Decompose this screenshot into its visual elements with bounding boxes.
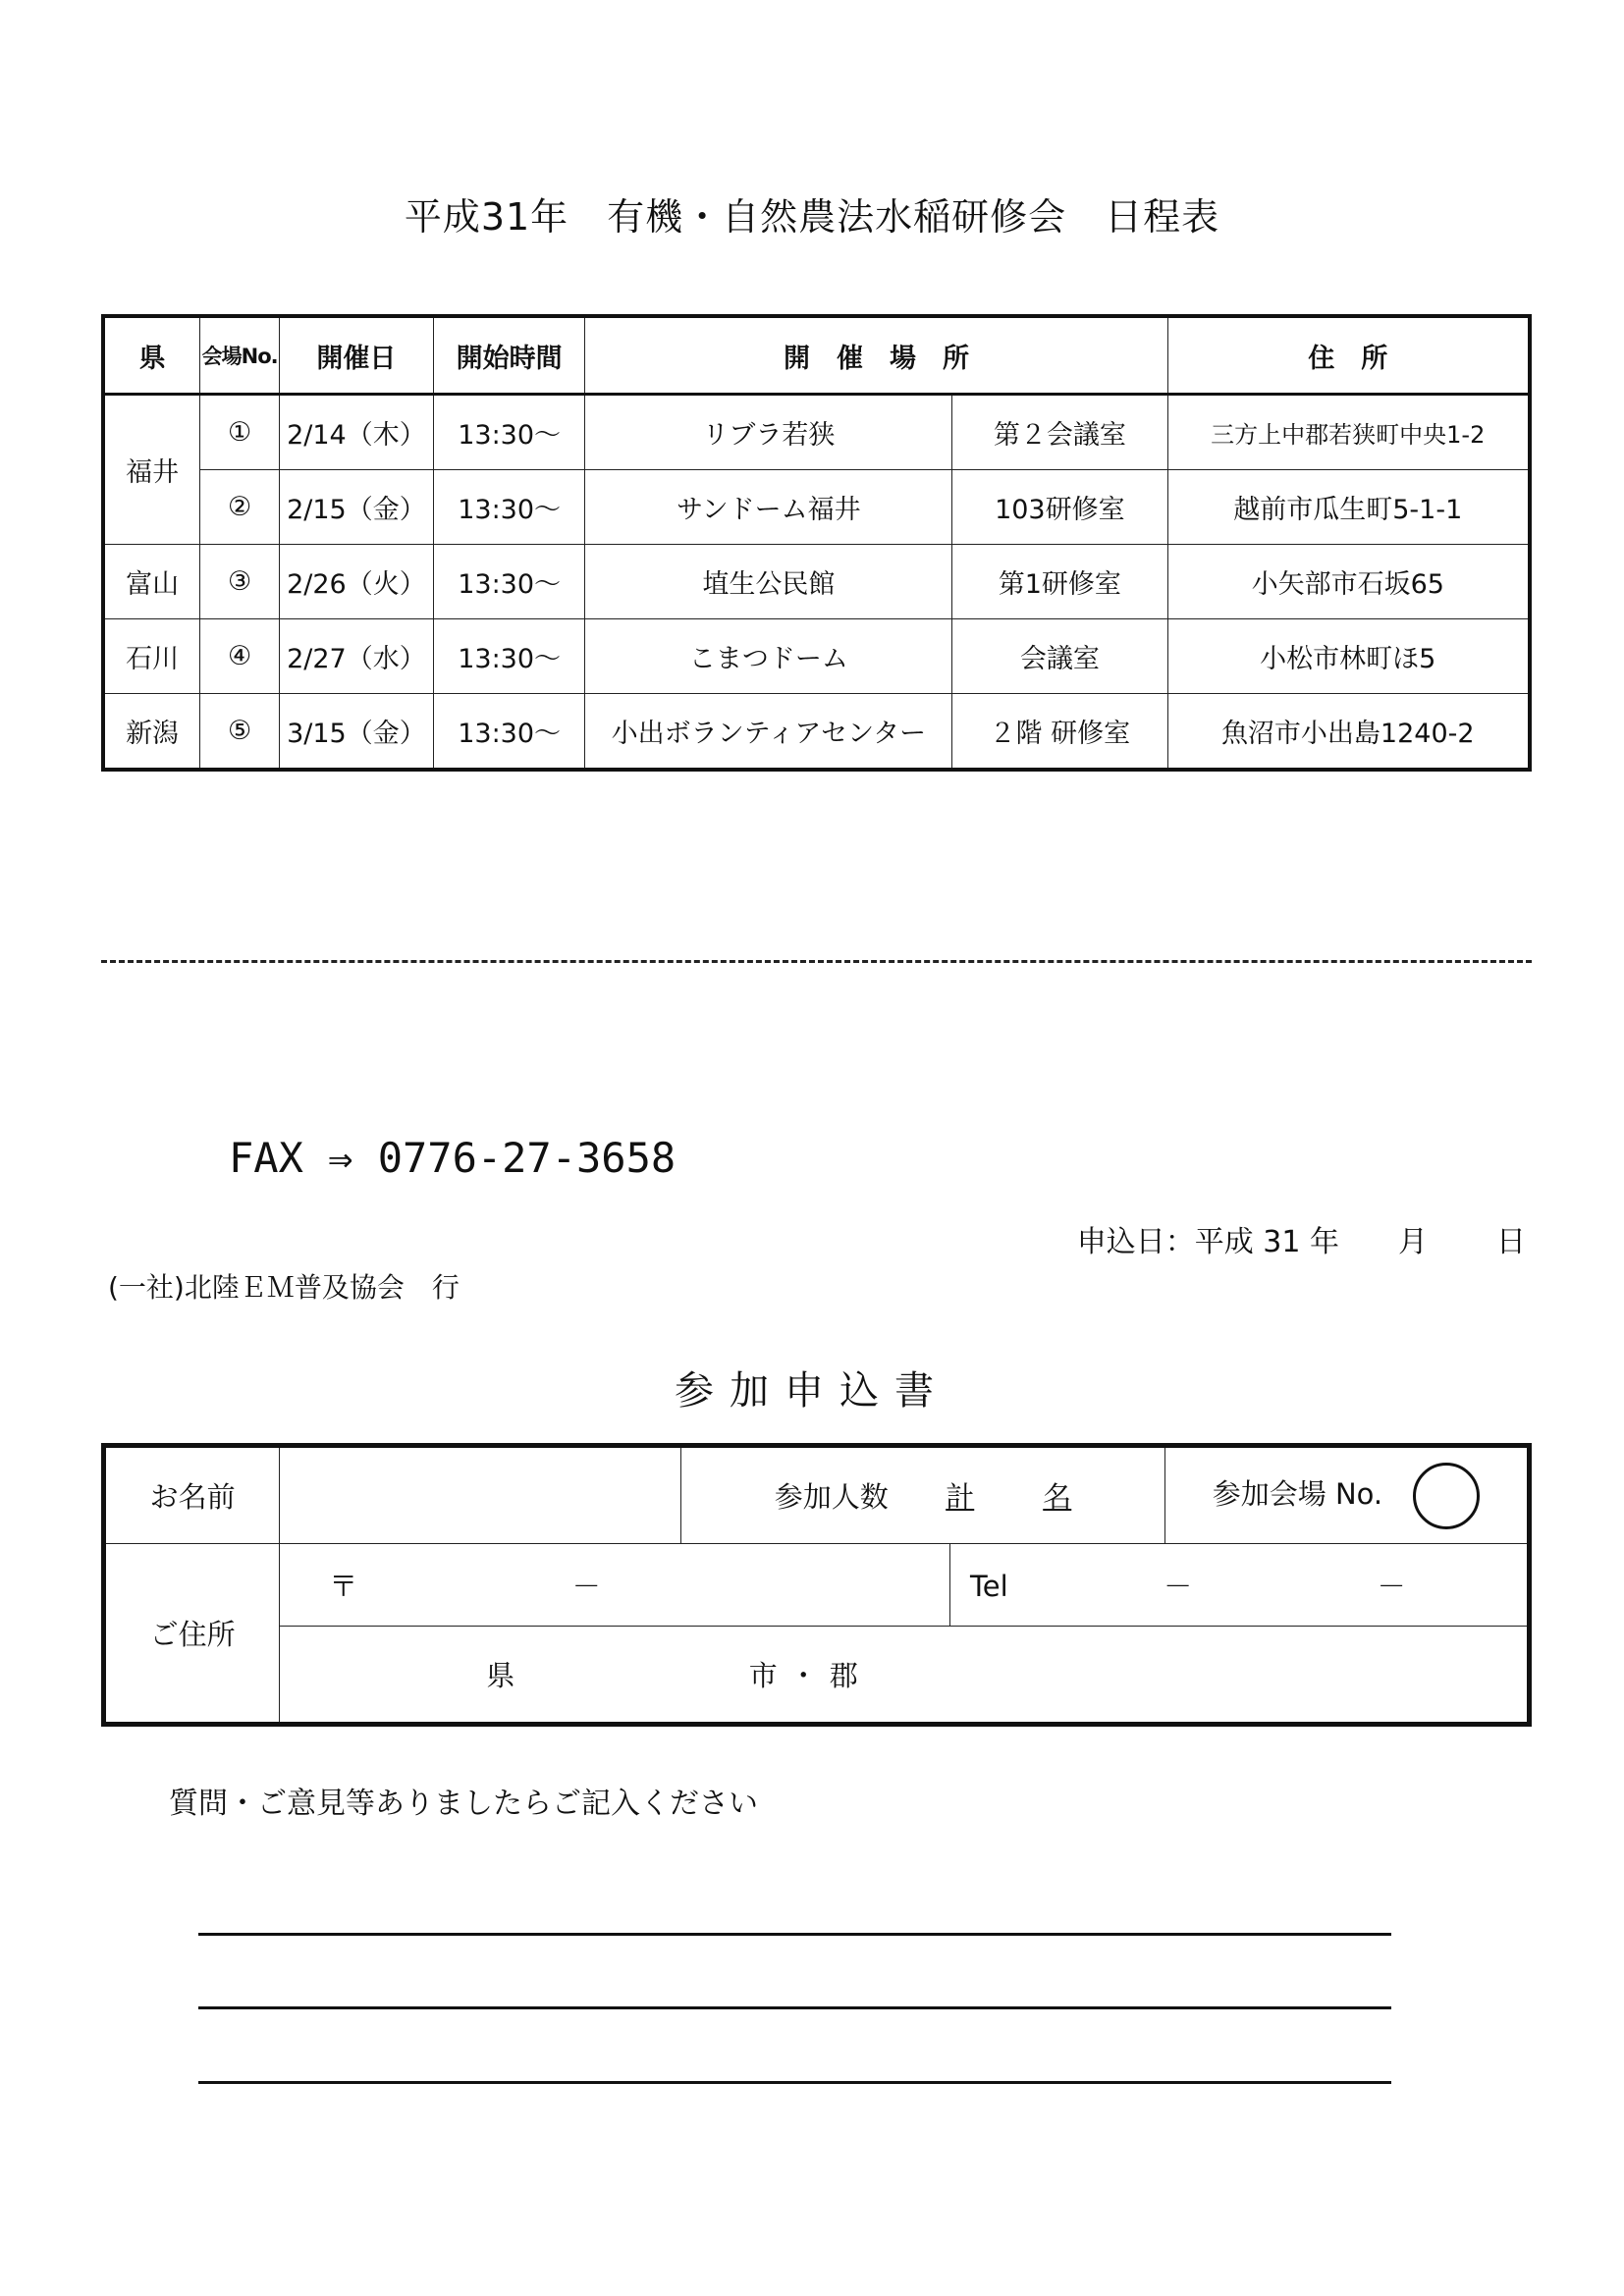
schedule-header-row — [103, 316, 1530, 395]
count-label: 参加人数 — [774, 1480, 889, 1514]
cell-address: 小矢部市石坂65 — [1167, 545, 1530, 619]
tel-label: Tel — [970, 1570, 1008, 1603]
address-label: ご住所 — [104, 1544, 280, 1725]
cut-line — [101, 960, 1532, 963]
name-field[interactable] — [280, 1446, 681, 1544]
recipient-org: (一社)北陸ＥＭ普及協会 行 — [108, 1271, 460, 1304]
cell-time: 13:30～ — [433, 619, 585, 694]
cell-place: サンドーム福井 — [585, 470, 952, 545]
comment-line-3[interactable] — [198, 2081, 1391, 2084]
cell-date: 2/14（木） — [280, 395, 434, 470]
cell-no: ② — [200, 470, 280, 545]
header-address: 住 所 — [1167, 316, 1530, 395]
cell-time: 13:30～ — [433, 395, 585, 470]
header-start: 開始時間 — [433, 316, 585, 395]
comments-note: 質問・ご意見等ありましたらご記入ください — [169, 1787, 758, 1821]
tel-dash-2: － — [1377, 1570, 1406, 1603]
cell-place: リブラ若狭 — [585, 395, 952, 470]
address-field[interactable] — [280, 1627, 1530, 1725]
pref-label: 県 — [486, 1659, 515, 1692]
header-pref: 県 — [103, 316, 200, 395]
participant-count[interactable] — [680, 1446, 1164, 1544]
cell-date: 3/15（金） — [280, 694, 434, 771]
cell-room: 第２会議室 — [952, 395, 1167, 470]
city-label: 市・郡 — [748, 1659, 870, 1692]
table-row — [103, 470, 1530, 545]
schedule-table — [101, 314, 1532, 772]
application-date — [1077, 1217, 1526, 1260]
postal-dash: － — [571, 1570, 601, 1603]
table-row — [103, 545, 1530, 619]
date-label: 申込日：平成 31 年 — [1076, 1225, 1339, 1259]
page-title: 平成31年 有機・自然農法水稲研修会 日程表 — [404, 195, 1220, 239]
cell-date: 2/26（火） — [280, 545, 434, 619]
cell-room: ２階 研修室 — [952, 694, 1167, 771]
fax-number: FAX ⇒ 0776-27-3658 — [229, 1134, 677, 1182]
cell-room: 会議室 — [952, 619, 1167, 694]
cell-no: ③ — [200, 545, 280, 619]
header-place: 開 催 場 所 — [585, 316, 1167, 395]
tel-dash-1: － — [1164, 1570, 1193, 1603]
cell-room: 第1研修室 — [952, 545, 1167, 619]
cell-pref: 石川 — [103, 619, 200, 694]
cell-no: ① — [200, 395, 280, 470]
venue-label: 参加会場 No. — [1212, 1476, 1383, 1511]
cell-time: 13:30～ — [433, 694, 585, 771]
cell-address: 三方上中郡若狭町中央1-2 — [1167, 395, 1530, 470]
cell-address: 魚沼市小出島1240-2 — [1167, 694, 1530, 771]
application-form — [101, 1443, 1532, 1727]
table-row — [103, 694, 1530, 771]
cell-place: こまつドーム — [585, 619, 952, 694]
cell-place: 埴生公民館 — [585, 545, 952, 619]
comment-line-1[interactable] — [198, 1933, 1391, 1936]
postal-mark: 〒 — [329, 1570, 358, 1603]
cell-pref: 福井 — [103, 395, 200, 545]
cell-date: 2/27（水） — [280, 619, 434, 694]
cell-time: 13:30～ — [433, 470, 585, 545]
name-label: お名前 — [104, 1446, 280, 1544]
comment-line-2[interactable] — [198, 2006, 1391, 2009]
venue-no-field[interactable] — [1165, 1446, 1530, 1544]
cell-room: 103研修室 — [952, 470, 1167, 545]
venue-circle-icon — [1413, 1463, 1480, 1529]
cell-no: ④ — [200, 619, 280, 694]
date-month: 月 — [1398, 1225, 1428, 1259]
header-venue-no: 会場No. — [200, 316, 280, 395]
table-row — [103, 395, 1530, 470]
cell-time: 13:30～ — [433, 545, 585, 619]
table-row — [103, 619, 1530, 694]
cell-address: 越前市瓜生町5-1-1 — [1167, 470, 1530, 545]
cell-place: 小出ボランティアセンター — [585, 694, 952, 771]
cell-pref: 富山 — [103, 545, 200, 619]
postal-field[interactable] — [280, 1544, 950, 1627]
tel-field[interactable] — [950, 1544, 1530, 1627]
count-field: 計 名 — [946, 1480, 1072, 1514]
date-day: 日 — [1496, 1225, 1526, 1259]
cell-pref: 新潟 — [103, 694, 200, 771]
header-date: 開催日 — [280, 316, 434, 395]
form-title: 参加申込書 — [675, 1368, 949, 1414]
cell-date: 2/15（金） — [280, 470, 434, 545]
cell-no: ⑤ — [200, 694, 280, 771]
cell-address: 小松市林町ほ5 — [1167, 619, 1530, 694]
